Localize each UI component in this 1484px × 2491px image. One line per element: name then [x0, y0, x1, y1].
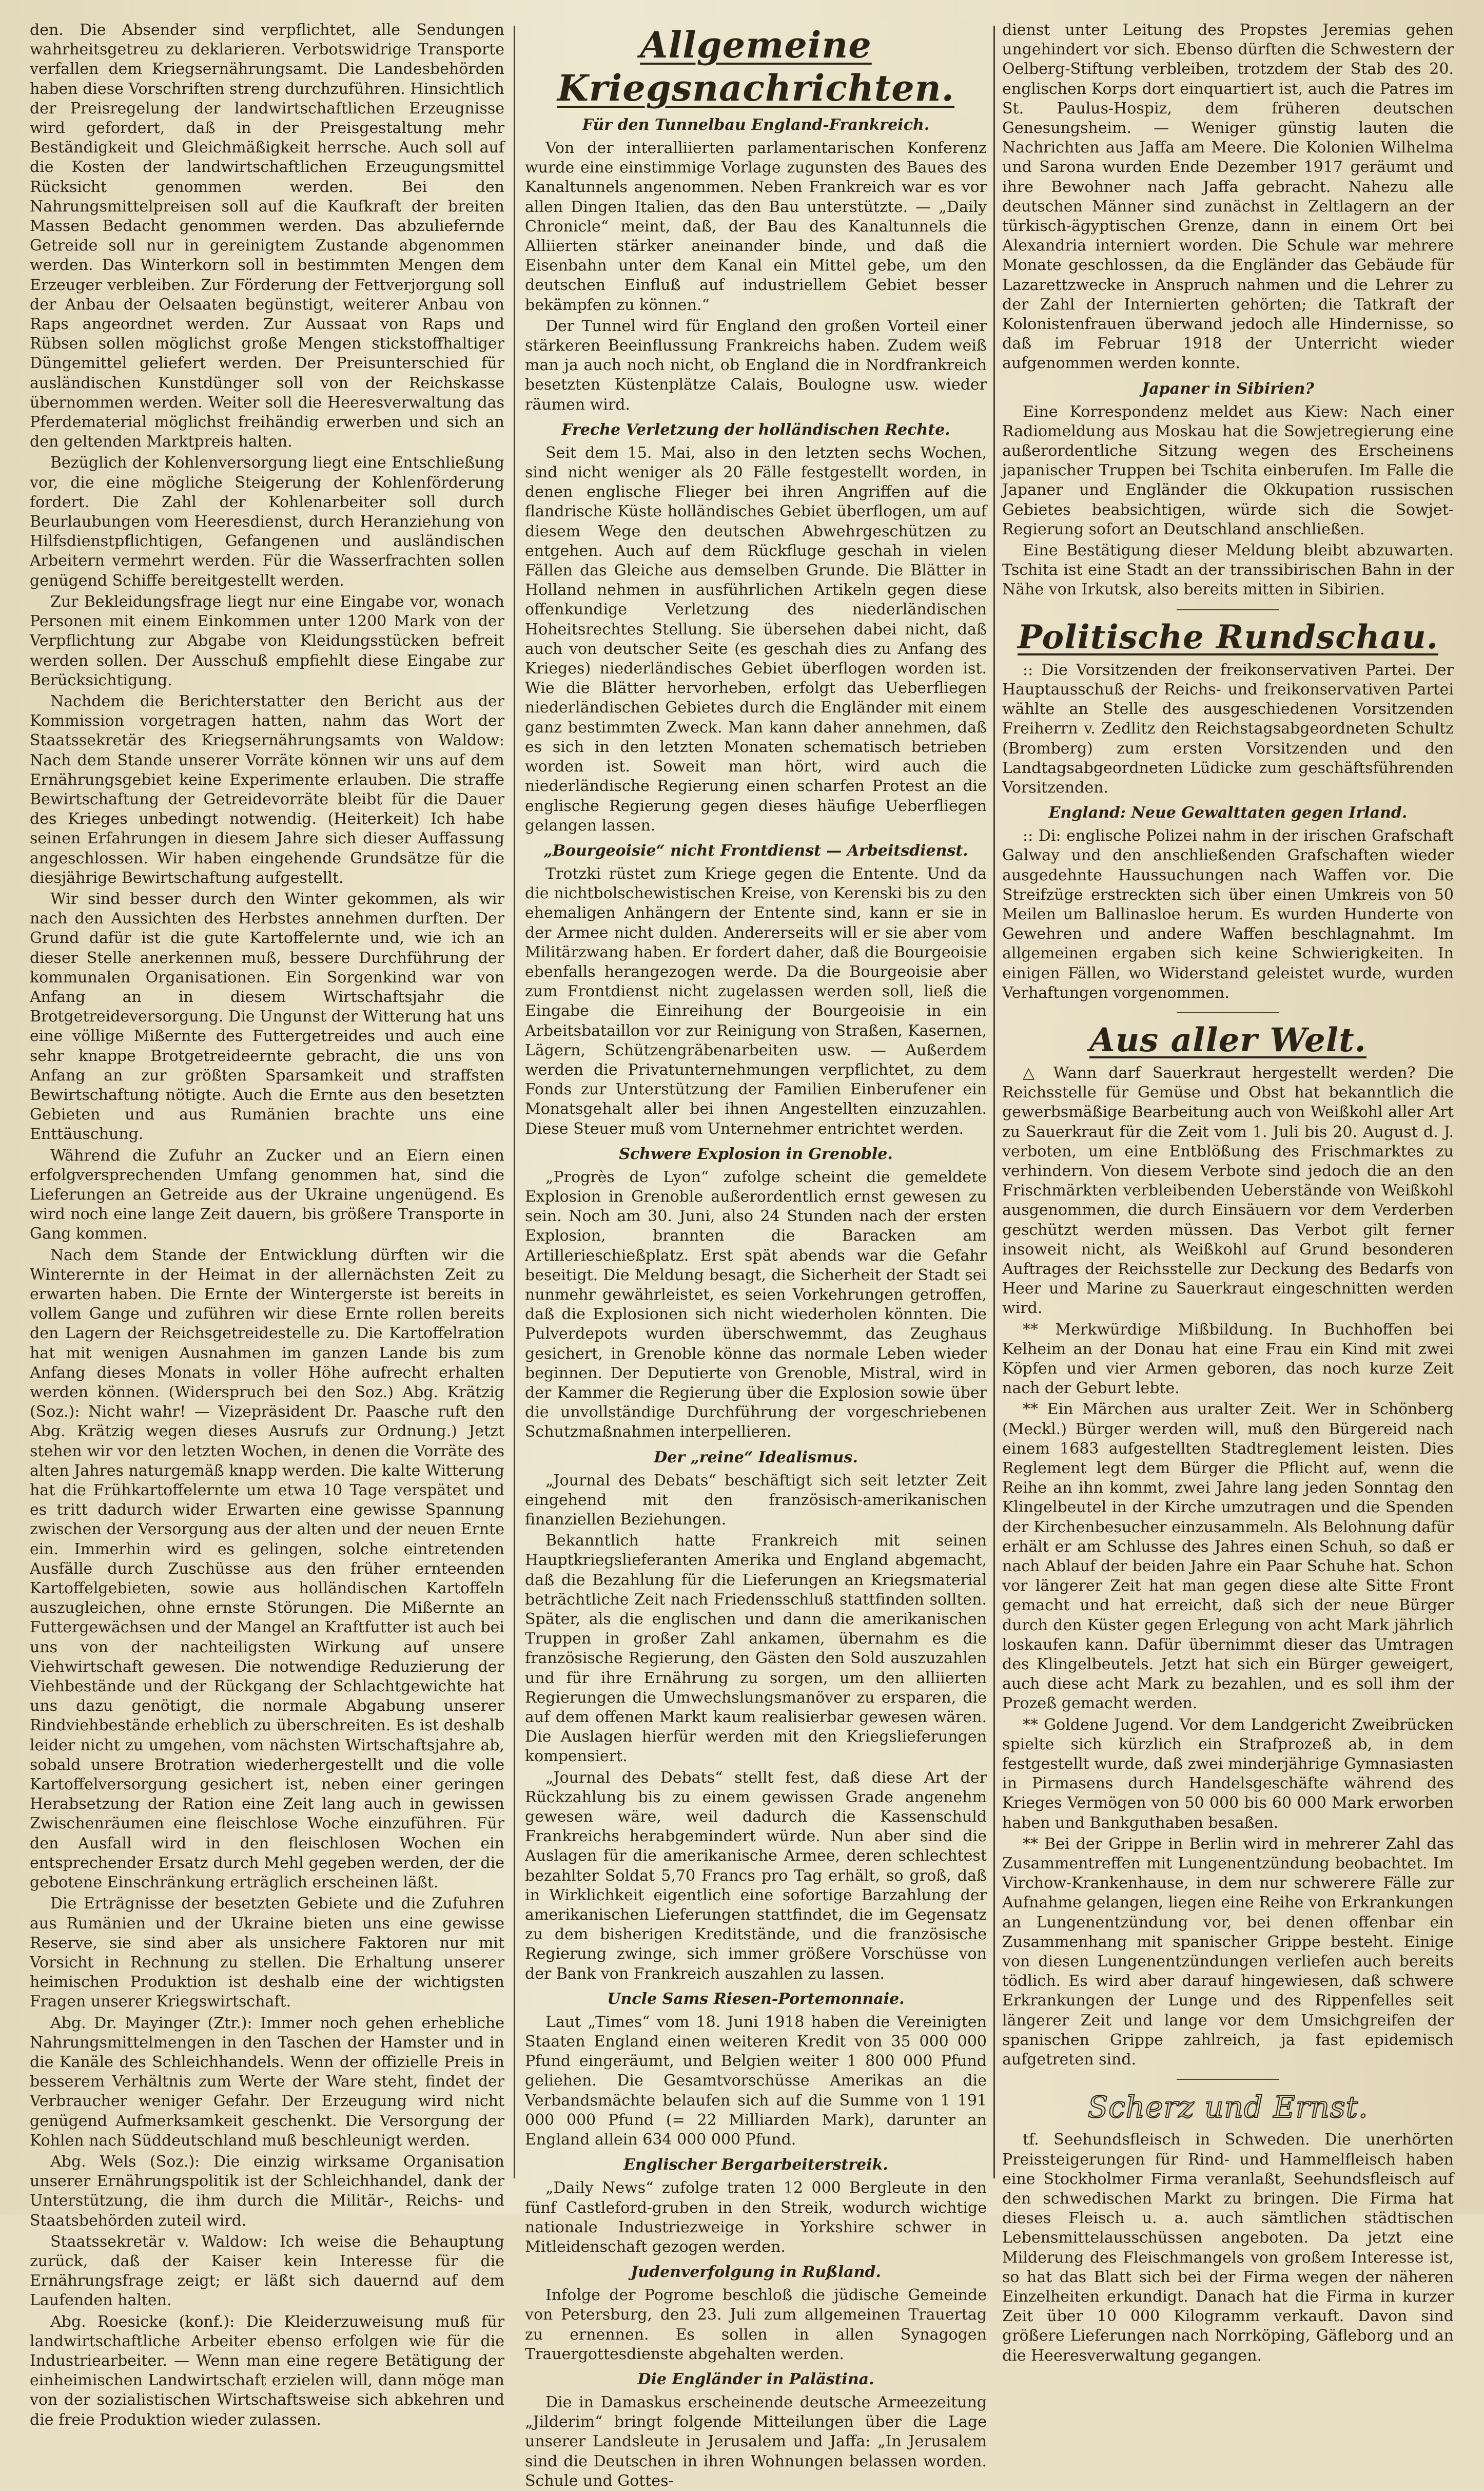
paragraph: Seit dem 15. Mai, also in den letzten sechs Wochen, sind nicht weniger als 20 Fälle festgestellt worden, in denen englische Flieger bei ihren Angriffen auf die flandrische Küste holländisches Gebiet überflogen, um auf diesem Wege den deutschen Abwehrgeschützen zu entgehen. Auch auf dem Rückfluge geschah in vielen Fällen das Gleiche aus demselben Grunde. Die Blätter in Holland nehmen in ausführlichen Artikeln gegen diese offenkundige Verletzung des niederländischen Hoheitsrechtes Stellung. Sie übersehen dabei nicht, daß auch von deutscher Seite (es geschah dies zu Anfang des Krieges) niederländisches Gebiet überflogen worden ist. Wie die Blätter hervorheben, erfolgt das Ueberfliegen niederländischen Gebietes durch die Engländer mit einem ganz bestimmten Zweck. Man kann daher annehmen, daß es sich in den letzten Monaten schematisch betrieben worden ist. Soweit man hört, wird auch die niederländische Regierung einen scharfen Protest an die englische Regierung gegen dieses häufige Ueberfliegen gelangen lassen. [525, 443, 987, 835]
article-heading: Uncle Sams Riesen-Portemonnaie. [607, 1990, 905, 2008]
paragraph: Bekanntlich hatte Frankreich mit seinen Hauptkriegslieferanten Amerika und England abgemacht, daß die Bezahlung für die Lieferungen an Kriegsmaterial beträchtliche Zeit nach Friedensschluß stattfinden sollten. Später, als die englischen und dann die amerikanischen Truppen in großer Zahl ankamen, übernahm es die französische Regierung, den Gästen den Sold auszuzahlen und für ihre Ernährung zu sorgen, um den alliierten Regierungen die Umwechslungsmanöver zu ersparen, die auf dem offenen Markt kaum realisierbar gewesen wären. Die Auslagen hierfür werden mit den Kriegslieferungen kompensiert. [525, 1532, 987, 1766]
paragraph: ** Merkwürdige Mißbildung. In Buchhoffen bei Kelheim an der Donau hat eine Frau ein Kind mit zwei Köpfen und vier Armen geboren, das noch kurze Zeit nach der Geburt lebte. [1002, 1320, 1454, 1398]
section-title-world: Aus aller Welt. [1089, 1020, 1366, 1059]
column-rule [993, 26, 995, 2178]
divider [1177, 2079, 1279, 2080]
paragraph: „Daily News“ zufolge traten 12 000 Bergleute in den fünf Castleford-gruben in den Streik, wodurch wichtige nationale Industriezweige in Yorkshire schwer in Mitleidenschaft gezogen werden. [525, 2179, 987, 2256]
paragraph: △ Wann darf Sauerkraut hergestellt werden? Die Reichsstelle für Gemüse und Obst hat bekanntlich die gewerbsmäßige Bearbeitung auch von Weißkohl aller Art zu Sauerkraut für die Zeit vom 1. Juli bis 20. August d. J. verboten, um eine Entblößung des Frischmarktes zu verhindern. Von diesem Verbote sind jedoch die an den Frischmärkten verbleibenden Ueberstände von Weißkohl ausgenommen, die durch Einsäuern vor dem Verderben geschützt werden müssen. Das Verbot gilt ferner insoweit nicht, als Weißkohl auf Grund besonderen Auftrages der Reichsstelle zur Deckung des Bedarfs von Heer und Marine zu Sauerkraut eingeschnitten werden wird. [1002, 1064, 1454, 1318]
paragraph: Abg. Wels (Soz.): Die einzig wirksame Organisation unserer Ernährungspolitik ist der Schleichhandel, dank der Unterstützung, die ihm durch die Militär-, Reichs- und Staatsbehörden zuteil wird. [30, 2152, 504, 2230]
paragraph: den. Die Absender sind verpflichtet, alle Sendungen wahrheitsgetreu zu deklarieren. Verbotswidrige Transporte verfallen dem Kriegsernährungsamt. Die Landesbehörden haben diese Vorschriften streng durchzuführen. Hinsichtlich der Preisregelung der landwirtschaftlichen Erzeugnisse wird gefordert, daß in der Preisgestaltung mehr Beständigkeit und Gleichmäßigkeit herrsche. Auch soll auf die Kosten der landwirtschaftlichen Erzeugungsmittel Rücksicht genommen werden. Bei den Nahrungsmittelpreisen soll auf die Kaufkraft der breiten Massen Bedacht genommen werden. Das abzuliefernde Getreide soll nur in gereinigtem Zustande abgenommen werden. Das Winterkorn soll in bestimmten Mengen dem Erzeuger verbleiben. Zur Förderung der Fettverjorgung soll der Anbau der Oelsaaten begünstigt, weiterer Anbau von Raps angeordnet werden. Zur Aussaat von Raps und Rübsen sollen möglichst große Mengen stickstoffhaltiger Düngemittel geliefert werden. Der Preisunterschied für ausländischen Kunstdünger soll von der Reichskasse übernommen werden. Weiter soll die Heeresverwaltung das Pferdematerial möglichst freihändig erwerben und sich an den geltenden Marktpreis halten. [30, 21, 504, 451]
article-heading: England: Neue Gewalttaten gegen Irland. [1048, 804, 1408, 822]
paragraph: dienst unter Leitung des Propstes Jeremias gehen ungehindert vor sich. Ebenso dürften die Schwestern der Oelberg-Stiftung verbleiben, trotzdem der Stab des 20. englischen Korps dort einquartiert ist, auch die Patres im St. Paulus-Hospiz, dem früheren deutschen Genesungsheim. — Weniger günstig lauten die Nachrichten aus Jaffa am Meere. Die Kolonien Wilhelma und Sarona wurden Ende Dezember 1917 geräumt und ihre Bewohner nach Jaffa gebracht. Nahezu alle deutschen Männer sind zunächst in Zeltlagern an der türkisch-ägyptischen Grenze, dann in einem Ort bei Alexandria interniert worden. Die Schule war mehrere Monate geschlossen, da die Engländer das Gebäude für Lazarettzwecke in Anspruch nahmen und die Lehrer zu der Zahl der Internierten gehörten; die Tatkraft der Kolonistenfrauen überwand jedoch alle Hindernisse, so daß im Februar 1918 der Unterricht wieder aufgenommen werden konnte. [1002, 21, 1454, 373]
paragraph: ** Bei der Grippe in Berlin wird in mehrerer Zahl das Zusammentreffen mit Lungenentzündung beobachtet. Im Virchow-Krankenhause, in dem nur schwerere Fälle zur Aufnahme gelangen, liegen eine Reihe von Erkrankungen an Lungenentzündung vor, bei denen offenbar ein Zusammenhang mit spanischer Grippe besteht. Einige von diesen Lungenentzündungen verliefen auch bereits tödlich. Es wird aber darauf hingewiesen, daß schwere Erkrankungen der Lunge und des Rippenfelles seit längerer Zeit und lange vor dem Umsichgreifen der spanischen Grippe zahlreich, ja fast epidemisch aufgetreten sind. [1002, 1835, 1454, 2069]
paragraph: Nach dem Stande der Entwicklung dürften wir die Winterernte in der Heimat in der allernächsten Zeit zu erwarten haben. Die Ernte der Wintergerste ist bereits in vollem Gange und zuführen wir diese Ernte rollen bereits den Lagern der Reichsgetreidestelle zu. Die Kartoffelration hat mit wenigen Ausnahmen im ganzen Lande bis zum Anfang dieses Monats in voller Höhe aufrecht erhalten werden können. (Widerspruch bei den Soz.) Abg. Krätzig (Soz.): Nicht wahr! — Vizepräsident Dr. Paasche ruft den Abg. Krätzig wegen dieses Ausrufs zur Ordnung.) Jetzt stehen wir vor den letzten Wochen, in denen die Vorräte des alten Jahres naturgemäß knapp werden. Die kalte Witterung hat die Frühkartoffelernte um etwa 10 Tage verspätet und es tritt dadurch wider Erwarten eine gewisse Spannung zwischen der Versorgung aus der alten und der neuen Ernte ein. Immerhin wird es gelingen, solche eintretenden Ausfälle durch Zuschüsse aus den früher ernteenden Kartoffelgebieten, sowie aus holländischen Kartoffeln auszugleichen, ohne ernste Störungen. Die Mißernte an Futtergewächsen und der Mangel an Kraftfutter ist auch bei uns von der nachteiligsten Wirkung auf unsere Viehwirtschaft gewesen. Die notwendige Reduzierung der Viehbestände und der Rückgang der Schlachtgewichte hat uns dazu genötigt, die normale Abgabung unserer Rindviehbestände erheblich zu überschreiten. Es ist deshalb leider nicht zu umgehen, vom nächsten Wirtschaftsjahre ab, sobald unsere Brotration wiederhergestellt und die volle Kartoffelversorgung gesichert ist, neben einer geringen Herabsetzung der Ration eine Zeit lang auch in gewissen Zwischenräumen eine fleischlose Woche einzuführen. Für den Ausfall wird in den fleischlosen Wochen ein entsprechender Ersatz durch Mehl gegeben werden, der die gebotene Einschränkung erträglich erscheinen läßt. [30, 1246, 504, 1892]
divider [1177, 1012, 1279, 1013]
article-heading: Englischer Bergarbeiterstreik. [623, 2156, 888, 2174]
paragraph: Eine Bestätigung dieser Meldung bleibt abzuwarten. Tschita ist eine Stadt an der transsibirischen Bahn in der Nähe von Irkutsk, also bereits mitten in Sibirien. [1002, 542, 1454, 599]
article-heading: „Bourgeoisie“ nicht Frontdienst — Arbeitsdienst. [543, 841, 968, 860]
article-heading: Freche Verletzung der holländischen Rechte. [561, 420, 950, 439]
paragraph: Zur Bekleidungsfrage liegt nur eine Eingabe vor, wonach Personen mit einem Einkommen unter 1200 Mark von der Verpflichtung zur Abgabe von Kleidungsstücken befreit werden sollen. Der Ausschuß empfiehlt diese Eingabe zur Berücksichtigung. [30, 592, 504, 689]
paragraph: Während die Zufuhr an Zucker und an Eiern einen erfolgversprechenden Umfang genommen hat, sind die Lieferungen an Getreide aus der Ukraine ungenügend. Es wird noch eine lange Zeit dauern, bis größere Transporte in Gang kommen. [30, 1146, 504, 1243]
paragraph: Laut „Times“ vom 18. Juni 1918 haben die Vereinigten Staaten England einen weiteren Kredit von 35 000 000 Pfund eingeräumt, und Belgien weiter 1 800 000 Pfund geliehen. Die Gesamtvorschüsse Amerikas an die Verbandsmächte belaufen sich auf die Summe von 1 191 000 000 Pfund (= 22 Milliarden Mark), darunter an England allein 634 000 000 Pfund. [525, 2013, 987, 2149]
article-heading: Der „reine“ Idealismus. [654, 1448, 858, 1466]
paragraph: Bezüglich der Kohlenversorgung liegt eine Entschließung vor, die eine mögliche Steigerung der Kohlenförderung fordert. Die Zahl der Kohlenarbeiter soll durch Beurlaubungen vom Heeresdienst, durch Heranziehung von Hilfsdienstpflichtigen, Gefangenen und ausländischen Arbeitern vermehrt werden. Für die Wasserfrachten sollen genügend Schiffe bereitgestellt werden. [30, 454, 504, 590]
paragraph: Die Erträgnisse der besetzten Gebiete und die Zufuhren aus Rumänien und der Ukraine bieten uns eine gewisse Reserve, sie sind aber als unsichere Faktoren nur mit Vorsicht in Rechnung zu stellen. Die Erhaltung unserer heimischen Produktion ist deshalb eine der wichtigsten Fragen unserer Kriegswirtschaft. [30, 1895, 504, 2011]
article-heading: Für den Tunnelbau England-Frankreich. [582, 116, 930, 134]
section-title-jest: Scherz und Ernst. [1087, 2090, 1369, 2125]
article-heading: Die Engländer in Palästina. [637, 2370, 874, 2388]
paragraph: „Journal des Debats“ stellt fest, daß diese Art der Rückzahlung bis zu einem gewissen Grade angenehm gewesen wäre, weil dadurch die Kassenschuld Frankreichs herabgemindert würde. Nun aber sind die Auslagen für die amerikanische Armee, deren schlechtest bezahlter Soldat 5,70 Francs pro Tag erhält, so groß, daß in Wirklichkeit eigentlich eine sofortige Barzahlung der amerikanischen Lieferungen stattfindet, die im Gegensatz zu dem bisherigen Kreditstände, und die französische Regierung zwinge, sich immer größere Vorschüsse von der Bank von Frankreich auszahlen zu lassen. [525, 1768, 987, 1983]
paragraph: ** Goldene Jugend. Vor dem Landgericht Zweibrücken spielte sich kürzlich ein Strafprozeß ab, in dem festgestellt wurde, daß zwei minderjährige Gymnasiasten in Pirmasens durch Handelsgeschäfte während des Krieges Vermögen von 50 000 bis 60 000 Mark erworben haben und Bankguthaben besaßen. [1002, 1715, 1454, 1832]
paragraph: Eine Korrespondenz meldet aus Kiew: Nach einer Radiomeldung aus Moskau hat die Sowjetregierung eine außerordentliche Sitzung wegen des Erscheinens japanischer Truppen bei Tschita einberufen. Im Falle die Japaner und Engländer die Okkupation russischen Gebietes beabsichtigen, würde sich die Sowjet-Regierung sofort an Deutschland anschließen. [1002, 402, 1454, 538]
article-heading: Schwere Explosion in Grenoble. [619, 1145, 893, 1163]
paragraph: Staatssekretär v. Waldow: Ich weise die Behauptung zurück, daß der Kaiser kein Interesse für die Ernährungsfrage zeigt; er läßt sich dauernd auf dem Laufenden halten. [30, 2232, 504, 2310]
section-title-politics: Politische Rundschau. [1018, 617, 1438, 656]
article-heading: Judenverfolgung in Rußland. [631, 2263, 881, 2282]
paragraph: „Progrès de Lyon“ zufolge scheint die gemeldete Explosion in Grenoble außerordentlich ernst gewesen zu sein. Noch am 30. Juni, also 24 Stunden nach der ersten Explosion, brannten die Baracken am Artillerieschießplatz. Erst spät abends war die Gefahr beseitigt. Die Meldung besagt, die Sicherheit der Stadt sei nunmehr gewährleistet, es seien Vorkehrungen getroffen, daß die Explosionen sich nicht wiederholen könnten. Die Pulverdepots wurden überschwemmt, das Zeughaus gesichert, in Grenoble könne das normale Leben wieder beginnen. Der Deputierte von Grenoble, Mistral, wird in der Kammer die Regierung über die Explosion sowie über die unvollständige Durchführung der vorgeschriebenen Schutzmaßnahmen interpellieren. [525, 1168, 987, 1441]
paragraph: :: Di: englische Polizei nahm in der irischen Grafschaft Galway und den anschließenden Grafschaften wieder ausgedehnte Haussuchungen nach Waffen vor. Die Streifzüge erstreckten sich über einen Umkreis von 50 Meilen um Ballinasloe herum. Es wurden Hunderte von Gewehren und andere Waffen beschlagnahmt. Im allgemeinen ergaben sich keine Schwierigkeiten. In einigen Fällen, wo Widerstand geleistet wurde, wurden Verhaftungen vorgenommen. [1002, 827, 1454, 1002]
paragraph: :: Die Vorsitzenden der freikonservativen Partei. Der Hauptausschuß der Reichs- und freikonservativen Partei wählte an Stelle des ausgeschiedenen Vorsitzenden Freiherrn v. Zedlitz den Reichstagsabgeordneten Schultz (Bromberg) zum ersten Vorsitzenden und den Landtagsabgeordneten Lüdicke zum geschäftsführenden Vorsitzenden. [1002, 661, 1454, 797]
paragraph: Infolge der Pogrome beschloß die jüdische Gemeinde von Petersburg, den 23. Juli zum allgemeinen Trauertag zu ernennen. Es sollen in allen Synagogen Trauergottesdienste abgehalten werden. [525, 2286, 987, 2363]
column-right [1002, 21, 1454, 2365]
paragraph: Der Tunnel wird für England den großen Vorteil einer stärkeren Beeinflussung Frankreichs haben. Zudem weiß man ja auch noch nicht, ob England die in Nordfrankreich besetzten Küstenplätze Calais, Boulogne usw. wieder räumen wird. [525, 317, 987, 414]
column-left [30, 21, 504, 2429]
column-rule [514, 26, 515, 2178]
paragraph: Wir sind besser durch den Winter gekommen, als wir nach den Aussichten des Herbstes annehmen durften. Der Grund dafür ist die gute Kartoffelernte und, wie ich an dieser Stelle anerkennen muß, bessere Durchführung der kommunalen Organisationen. Ein Sorgenkind war von Anfang an in diesem Wirtschaftsjahr die Brotgetreideversorgung. Die Ungunst der Witterung hat uns eine völlige Mißernte des Futtergetreides und auch eine sehr knappe Brotgetreideernte gebracht, die uns von Anfang an zur größten Sparsamkeit und straffsten Bewirtschaftung nötigte. Auch die Ernte aus den besetzten Gebieten und aus Rumänien brachte uns eine Enttäuschung. [30, 890, 504, 1144]
paragraph: Abg. Dr. Mayinger (Ztr.): Immer noch gehen erhebliche Nahrungsmittelmengen in den Taschen der Hamster und in die Kanäle des Schleichhandels. Wenn der offizielle Preis in besserem Verhältnis zum Werte der Ware steht, findet der Verbraucher weniger Gefahr. Der Erzeugung wird nicht genügend Aufmerksamkeit geschenkt. Die Versorgung der Kohlen nach Süddeutschland muß beschleunigt werden. [30, 2014, 504, 2150]
paragraph: tf. Seehundsfleisch in Schweden. Die unerhörten Preissteigerungen für Rind- und Hammelfleisch haben eine Stockholmer Firma veranlaßt, Seehundsfleisch auf den schwedischen Markt zu bringen. Die Firma hat dieses Fleisch u. a. auch sämtlichen städtischen Lebensmittelausschüssen angeboten. Da jetzt eine Milderung des Fleischmangels von großem Interesse ist, so hat das Blatt sich bei der Firma wegen der näheren Einzelheiten erkundigt. Danach hat die Firma in kurzer Zeit über 10 000 Kilogramm verkauft. Davon sind größere Lieferungen nach Norrköping, Gäfleborg und an die Heeresverwaltung gegangen. [1002, 2131, 1454, 2365]
divider [1177, 609, 1279, 610]
paragraph: Trotzki rüstet zum Kriege gegen die Entente. Und da die nichtbolschewistischen Kreise, von Kerenski bis zu den ehemaligen Anhängern der Entente sind, kann er sie in der Armee nicht dulden. Andererseits will er sie aber vom Militärzwang haben. Er fordert daher, daß die Bourgeoisie ebenfalls herangezogen werde. Da die Bourgeoisie aber zum Frontdienst nicht zugelassen werden soll, ließ die Eingabe die Einreihung der Bourgeoisie in ein Arbeitsbataillon vor zur Reinigung von Straßen, Kasernen, Lägern, Schützengräbenarbeiten usw. — Außerdem werden die Privatunternehmungen verpflichtet, zu dem Fonds zur Unterstützung der Familien Einberufener ein Monatsgehalt aller bei ihnen Angestellten einzuzahlen. Diese Steuer muß vom Unternehmer entrichtet werden. [525, 864, 987, 1138]
article-heading: Japaner in Sibirien? [1142, 379, 1314, 398]
paragraph: „Journal des Debats“ beschäftigt sich seit letzter Zeit eingehend mit den französisch-amerikanischen finanziellen Beziehungen. [525, 1471, 987, 1529]
paragraph: ** Ein Märchen aus uralter Zeit. Wer in Schönberg (Meckl.) Bürger werden will, muß den Bürgereid nach einem 1683 aufgestellten Stadtreglement leisten. Dies Reglement legt dem Bürger die Pflicht auf, wenn die Reihe an ihn kommt, zwei Jahre lang jeden Sonntag den Klingelbeutel in der Kirche umzutragen und die Spenden der Kirchenbesucher einzusammeln. Als Belohnung dafür erhält er am Schlusse des Jahres einen Schuh, so daß er nach Ablauf der beiden Jahre ein Paar Schuhe hat. Schon vor längerer Zeit hat man gegen diese alte Sitte Front gemacht und hat erreicht, daß sich der neue Bürger durch den Küster gegen Erlegung von acht Mark jährlich loskaufen kann. Dafür übernimmt dieser das Umtragen des Klingelbeutels. Jetzt hat sich ein Bürger geweigert, auch diese acht Mark zu bezahlen, und es soll ihm der Prozeß gemacht werden. [1002, 1400, 1454, 1713]
section-title-war-news: Allgemeine Kriegsnachrichten. [557, 24, 955, 109]
paragraph: Nachdem die Berichterstatter den Bericht aus der Kommission vorgetragen hatten, nahm das Wort der Staatssekretär des Kriegsernährungsamts von Waldow: Nach dem Stande unserer Vorräte können wir uns auf dem Ernährungsgebiet keine Experimente erlauben. Die straffe Bewirtschaftung der Getreidevorräte bleibt für die Dauer des Krieges unbedingt notwendig. (Heiterkeit) Ich habe seinen Erfahrungen in diesem Jahre sich dieser Auffassung angeschlossen. Wir haben eingehende Grundsätze für die diesjährige Bewirtschaftung aufgestellt. [30, 692, 504, 887]
paragraph: Die in Damaskus erscheinende deutsche Armeezeitung „Jilderim“ bringt folgende Mitteilungen über die Lage unserer Landsleute in Jerusalem und Jaffa: „In Jerusalem sind die Deutschen in ihren Wohnungen belassen worden. Schule und Gottes- [525, 2393, 987, 2490]
paragraph: Von der interalliierten parlamentarischen Konferenz wurde eine einstimmige Vorlage zugunsten des Baues des Kanaltunnels angenommen. Neben Frankreich war es vor allen Dingen Italien, das den Bau unterstützte. — „Daily Chronicle“ meint, daß, der Bau des Kanaltunnels die Alliierten stärker aneinander binde, und daß die Eisenbahn unter dem Kanal ein Mittel gebe, um den deutschen Einfluß auf industriellem Gebiet besser bekämpfen zu können.“ [525, 139, 987, 314]
column-middle [525, 21, 987, 2490]
paragraph: Abg. Roesicke (konf.): Die Kleiderzuweisung muß für landwirtschaftliche Arbeiter ebenso erfolgen wie für die Industriearbeiter. — Wenn man eine regere Betätigung der einheimischen Landwirtschaft erzielen will, dann möge man von der sozialistischen Wirtschaftsweise sich abkehren und die freie Produktion wieder zulassen. [30, 2312, 504, 2429]
